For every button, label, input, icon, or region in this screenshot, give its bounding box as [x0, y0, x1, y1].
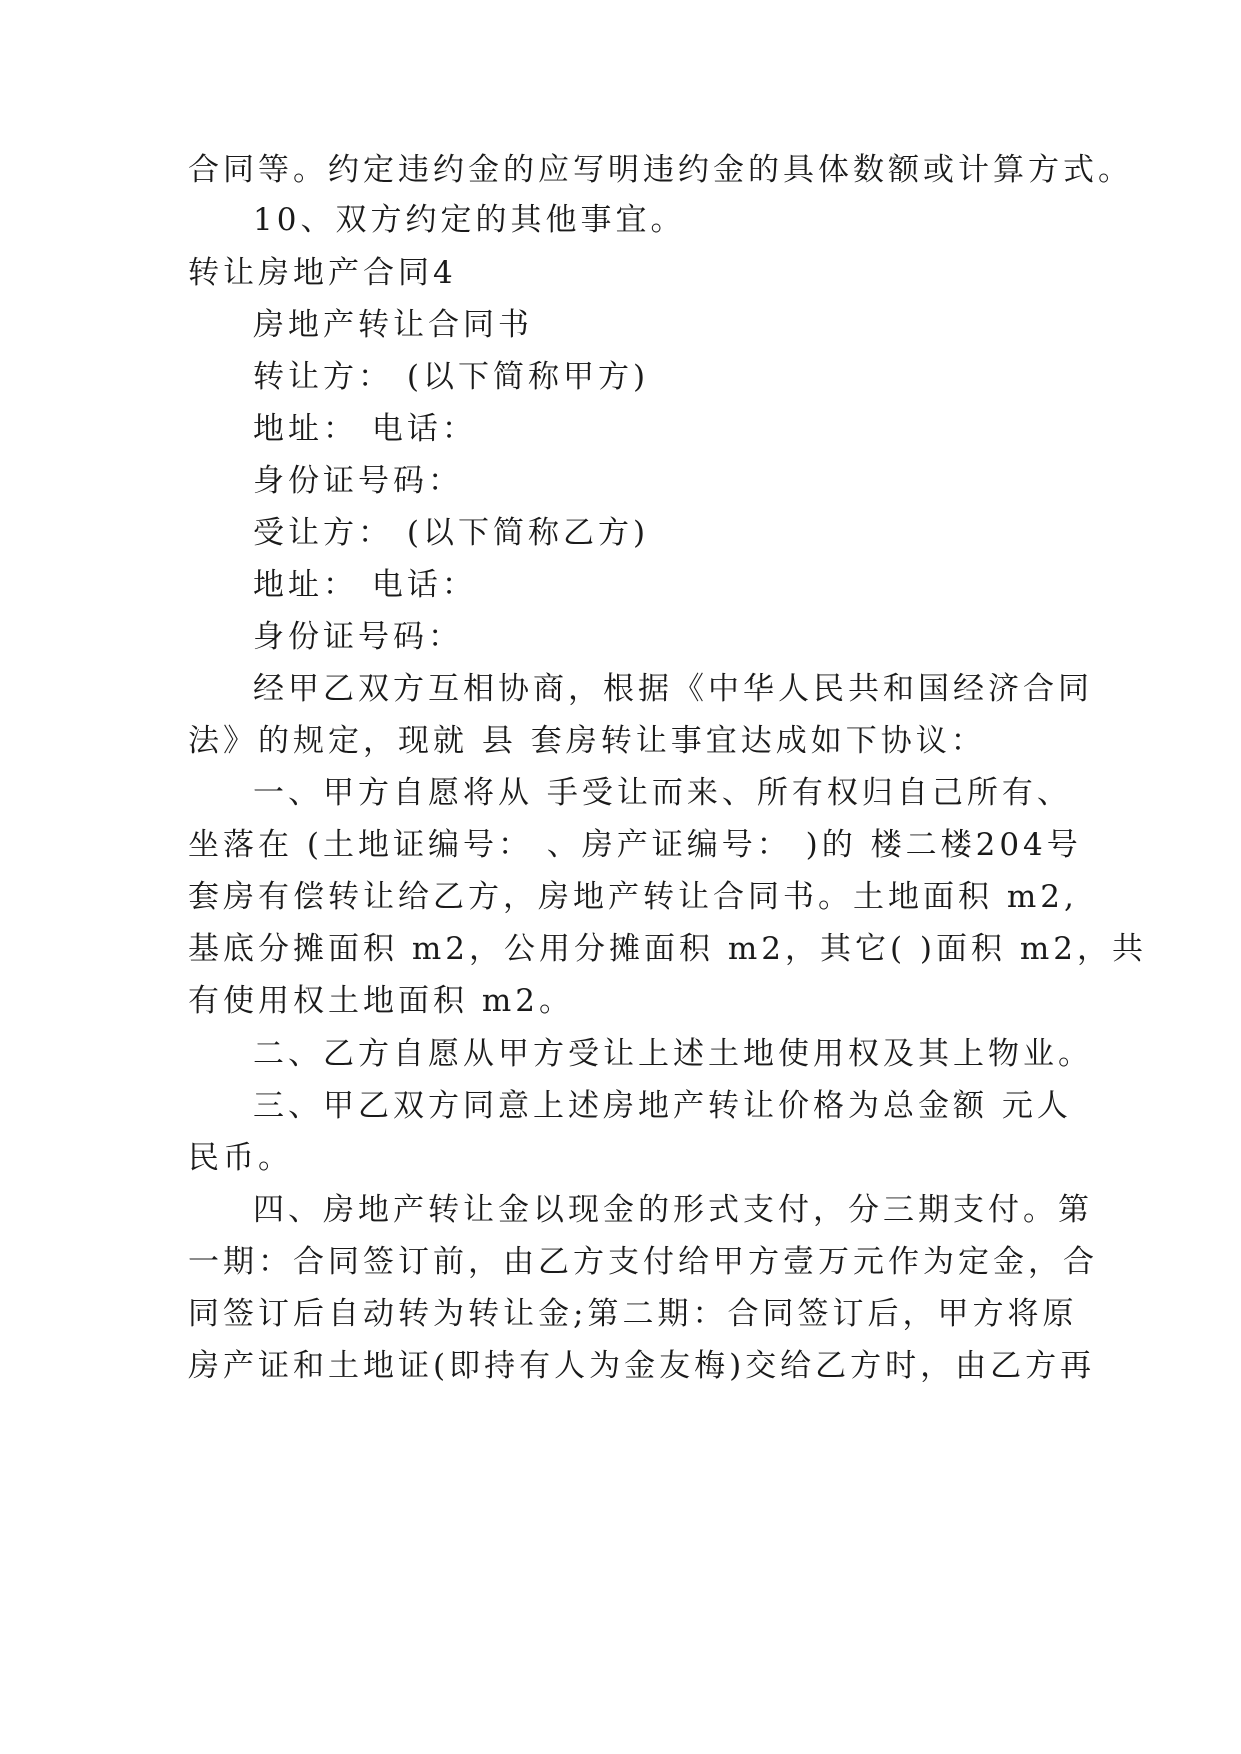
clause-3-line-2: 民币。: [188, 1140, 293, 1176]
transferor-address-line: 地址： 电话：: [253, 411, 477, 447]
clause-2-line-1: 二、乙方自愿从甲方受让上述土地使用权及其上物业。: [253, 1036, 1093, 1072]
clause-1-line-3: 套房有偿转让给乙方，房地产转让合同书。土地面积 m2,: [188, 879, 1078, 915]
clause-3-line-1: 三、甲乙双方同意上述房地产转让价格为总金额 元人: [253, 1088, 1072, 1124]
clause-1-line-2: 坐落在 (土地证编号： 、房产证编号： )的 楼二楼204号: [188, 827, 1082, 863]
clause-1-line-5: 有使用权土地面积 m2。: [188, 983, 574, 1019]
text-line-1: 合同等。约定违约金的应写明违约金的具体数额或计算方式。: [188, 152, 1133, 188]
contract-title: 房地产转让合同书: [253, 307, 533, 343]
clause-1-line-4: 基底分摊面积 m2，公用分摊面积 m2，其它( )面积 m2，共: [188, 931, 1147, 967]
transferor-id-line: 身份证号码：: [253, 463, 463, 499]
section-heading: 转让房地产合同4: [188, 255, 457, 291]
text-line-11: 经甲乙双方互相协商，根据《中华人民共和国经济合同: [253, 671, 1093, 707]
clause-4-line-4: 房产证和土地证(即持有人为金友梅)交给乙方时，由乙方再: [188, 1348, 1096, 1384]
transferee-line: 受让方： (以下简称乙方): [253, 515, 650, 551]
transferee-address-line: 地址： 电话：: [253, 567, 477, 603]
clause-1-line-1: 一、甲方自愿将从 手受让而来、所有权归自己所有、: [253, 775, 1072, 811]
transferor-line: 转让方： (以下简称甲方): [253, 359, 650, 395]
text-line-2: 10、双方约定的其他事宜。: [253, 202, 686, 238]
clause-4-line-2: 一期：合同签订前，由乙方支付给甲方壹万元作为定金，合: [188, 1244, 1098, 1280]
clause-4-line-1: 四、房地产转让金以现金的形式支付，分三期支付。第: [253, 1192, 1093, 1228]
transferee-id-line: 身份证号码：: [253, 619, 463, 655]
clause-4-line-3: 同签订后自动转为转让金;第二期：合同签订后，甲方将原: [188, 1296, 1078, 1332]
text-line-12: 法》的规定，现就 县 套房转让事宜达成如下协议：: [188, 723, 986, 759]
